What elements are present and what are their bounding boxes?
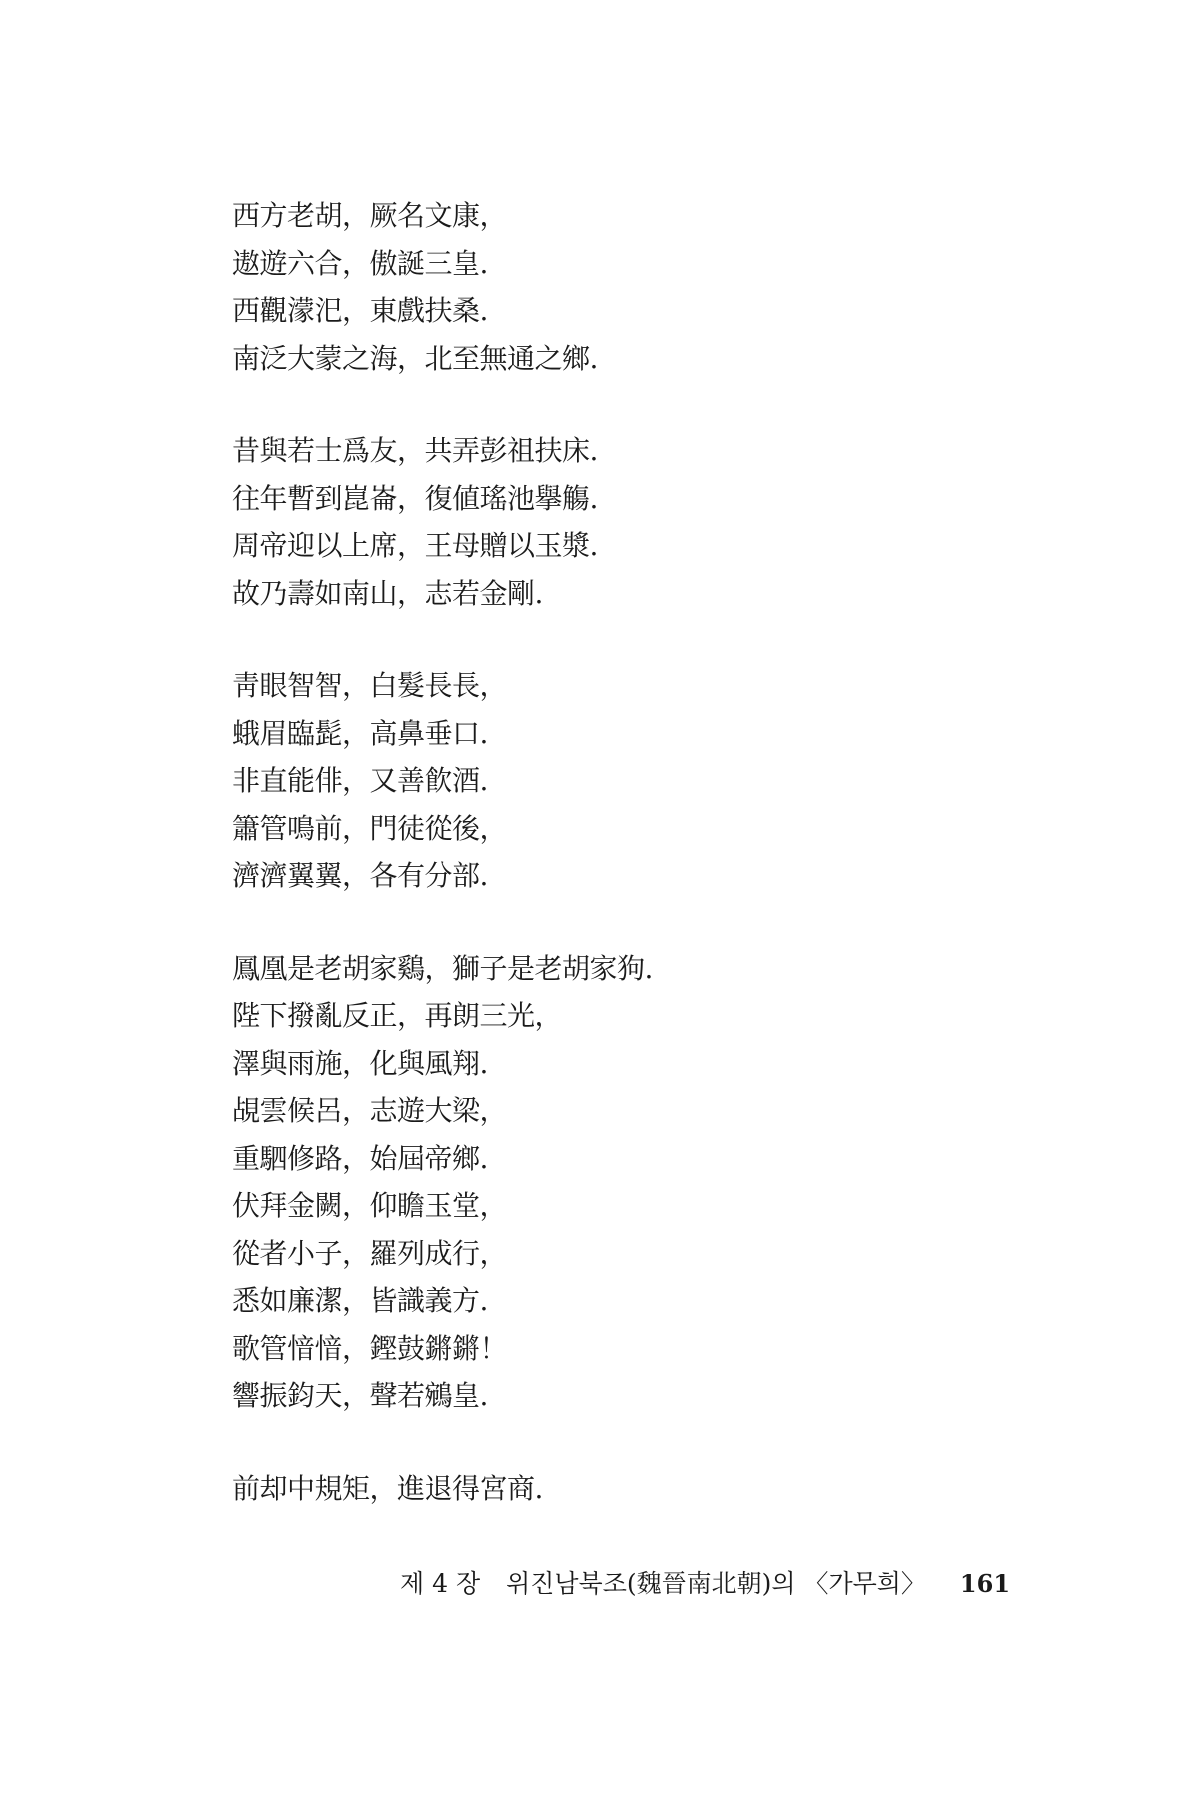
poem-line: 歌管愔愔，鏗鼓鏘鏘！: [232, 1331, 508, 1365]
page-number: 161: [959, 1569, 1011, 1598]
poem-line: 前却中規矩，進退得宮商.: [232, 1471, 543, 1505]
stanza-3: [232, 662, 1032, 900]
poem-line: 悉如廉潔，皆識義方.: [232, 1284, 488, 1317]
poem-line: 重駟修路，始屆帝鄉.: [232, 1141, 488, 1175]
poem-line: 蛾眉臨髭，高鼻垂口.: [232, 716, 488, 750]
stanza-5: [232, 1465, 1032, 1513]
poem-line: 響振鈞天，聲若鵷皇.: [232, 1379, 488, 1412]
chapter-label: 제 4 장: [400, 1569, 481, 1598]
poem-line: 從者小子，羅列成行，: [232, 1236, 508, 1270]
poem-line: 簫管鳴前，門徒從後，: [232, 811, 508, 845]
poem-line: 西方老胡，厥名文康，: [232, 199, 508, 232]
stanza-1: [232, 192, 1032, 382]
stanza-2: [232, 427, 1032, 617]
poem-line: 故乃壽如南山，志若金剛.: [232, 576, 543, 610]
poem-line: 非直能俳，又善飮酒.: [232, 764, 488, 797]
poem-line: 周帝迎以上席，王母贈以玉漿.: [232, 529, 598, 562]
poem-line: 靑眼智智，白髮長長，: [232, 669, 508, 702]
poem-line: 西觀濛汜，東戲扶桑.: [232, 294, 488, 327]
running-footer: [400, 1567, 1020, 1601]
poem-line: 覘雲候呂，志遊大梁，: [232, 1094, 508, 1127]
poem-line: 陛下撥亂反正，再朗三光，: [232, 999, 563, 1032]
poem-line: 昔與若士爲友，共弄彭祖扶床.: [232, 434, 598, 467]
poem-text: [232, 192, 1032, 1557]
stanza-4: [232, 945, 1032, 1420]
poem-line: 伏拜金闕，仰瞻玉堂，: [232, 1189, 508, 1222]
chapter-title: 위진남북조(魏晉南北朝)의 〈가무희〉: [506, 1569, 926, 1598]
poem-line: 南泛大蒙之海，北至無通之鄉.: [232, 341, 598, 375]
poem-line: 濟濟翼翼，各有分部.: [232, 859, 488, 892]
poem-line: 遨遊六合，傲誕三皇.: [232, 246, 488, 280]
poem-line: 往年暫到崑崙，復値瑤池擧觴.: [232, 481, 598, 515]
poem-line: 澤與雨施，化與風翔.: [232, 1046, 488, 1080]
poem-line: 鳳凰是老胡家鷄，獅子是老胡家狗.: [232, 951, 653, 985]
